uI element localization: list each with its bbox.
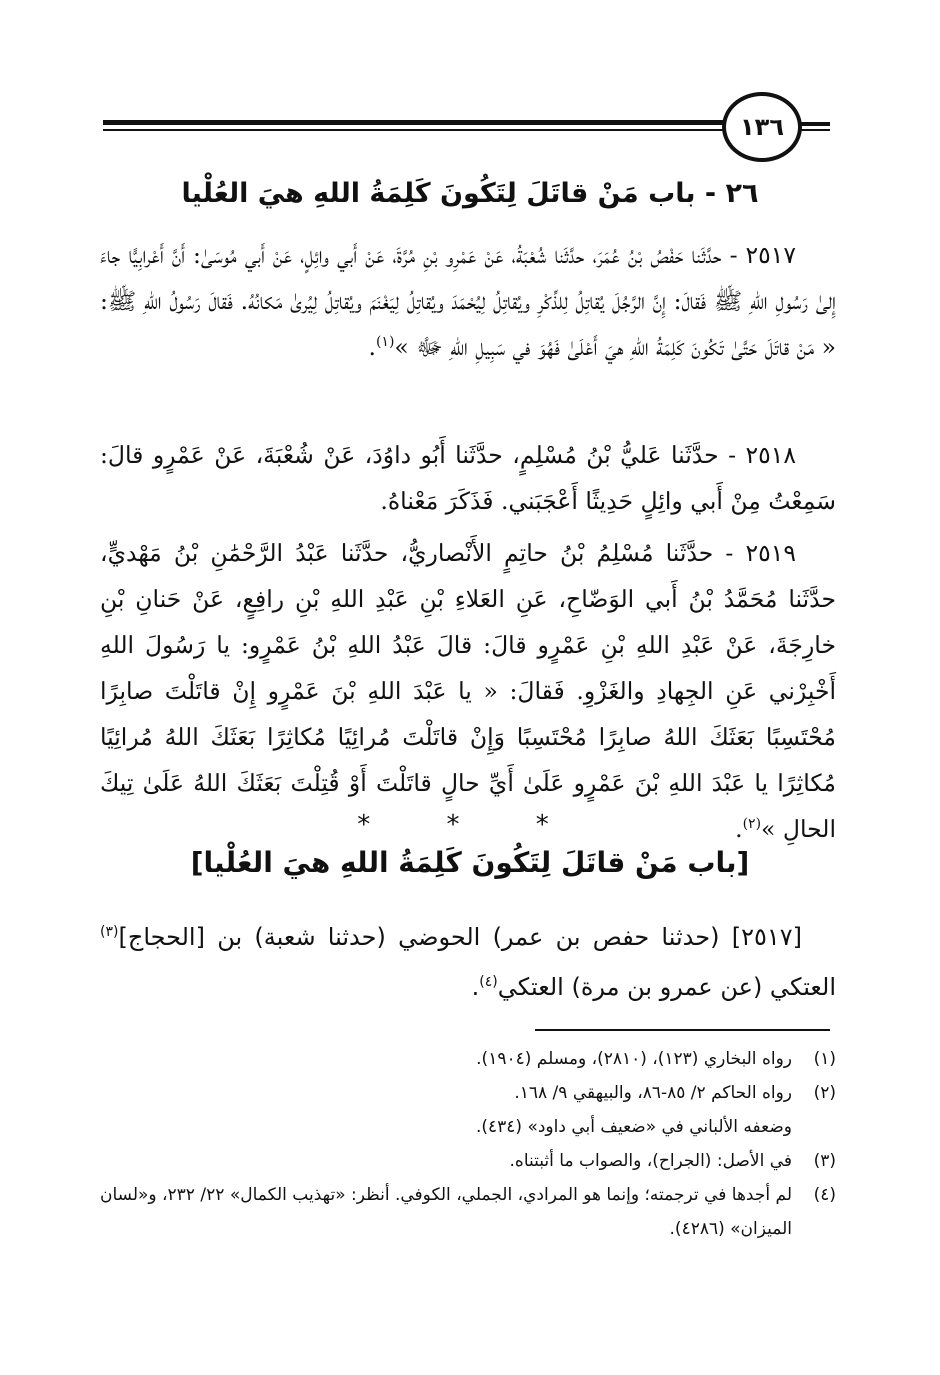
footnotes: [100, 1042, 836, 1246]
commentary-block: [100, 912, 836, 1012]
commentary-text: [٢٥١٧] (حدثنا حفص بن عمر) الحوضي (حدثنا شعبة) بن [الحجاج]: [118, 923, 802, 951]
footnote-number: (٢): [813, 1083, 836, 1103]
footnote-ref: (٢): [742, 816, 762, 833]
page-number: ١٣٦: [722, 92, 802, 162]
footnote-text: رواه البخاري (١٢٣)، (٢٨١٠)، ومسلم (١٩٠٤).: [476, 1049, 792, 1069]
footnote-number: (٤): [813, 1185, 836, 1205]
footnote-2-continuation: وضعفه الألباني في «ضعيف أبي داود» (٤٣٤).: [475, 1117, 792, 1137]
footnote-number: (٣): [813, 1151, 836, 1171]
footnote-text: في الأصل: (الجراح)، والصواب ما أثبتناه.: [509, 1151, 792, 1171]
section-separator: * * *: [357, 810, 583, 840]
footnote-ref: (٤): [479, 974, 498, 990]
commentary-end: .: [471, 973, 480, 1001]
footnote-2: [100, 1076, 836, 1110]
hadith-2517: [100, 232, 836, 370]
header-rule-right-thick: [800, 122, 830, 126]
footnote-3: [100, 1144, 836, 1178]
footnote-ref: (١): [375, 334, 395, 351]
section-title: [باب مَنْ قاتَلَ لِتَكُونَ كَلِمَةُ اللهِ هيَ العُلْيا]: [190, 846, 750, 879]
hadith-end: .: [368, 333, 376, 361]
header-rule-thick: [103, 120, 738, 125]
commentary-text: العتكي (عن عمرو بن مرة) العتكي: [497, 973, 836, 1001]
header-rule-right-thin: [800, 129, 830, 131]
header-rule-right: [800, 122, 830, 132]
footnote-number: (١): [813, 1049, 836, 1069]
hadith-text: ٢٥١٨ - حدَّثَنا عَليُّ بْنُ مُسْلِمٍ، حدَّثَنا أَبُو داوُدَ، عَنْ شُعْبَةَ، عَنْ عَمْرٍو قالَ: سَمِعْتُ مِنْ أَبي وائِلٍ حَدِيثًا أَعْجَبَني. فَذَكَرَ مَعْناهُ.: [100, 441, 836, 515]
footnote-1: [100, 1042, 836, 1076]
footnote-ref: (٣): [100, 924, 119, 940]
hadith-2519: [100, 530, 836, 852]
hadith-text: ٢٥١٧ - حدَّثَنا حَفْصُ بْنُ عُمَرَ، حدَّثَنا شُعْبَةُ، عَنْ عَمْرِو بْنِ مُرَّةَ، عَنْ أَبي وائِلٍ، عَنْ أَبي مُوسَىٰ: أَنَّ أَعْرابِيًّا جاءَ إِلىٰ رَسُولِ اللهِ ﷺ فَقالَ: إِنَّ الرَّجُلَ يُقاتِلُ لِلذِّكْرِ ويُقاتِلُ لِيُحْمَدَ ويُقاتِلُ لِيَغْنَمَ ويُقاتِلُ لِيُرىٰ مَكانُهُ. فَقالَ رَسُولُ اللهِ ﷺ: « مَنْ قاتَلَ حَتَّىٰ تَكُونَ كَلِمَةُ اللهِ هيَ أَعْلَىٰ فَهُوَ في سَبِيلِ اللهِ ﷻ »: [100, 241, 836, 361]
hadith-2518: [100, 432, 836, 524]
hadith-text: ٢٥١٩ - حدَّثَنا مُسْلِمُ بْنُ حاتِمٍ الأَنْصاريُّ، حدَّثَنا عَبْدُ الرَّحْمَٰنِ بْنُ مَهْديٍّ، حدَّثَنا مُحَمَّدُ بْنُ أَبي الوَضّاحِ، عَنِ العَلاءِ بْنِ عَبْدِ اللهِ بْنِ رافِعٍ، عَنْ حَنانِ بْنِ خارِجَةَ، عَنْ عَبْدِ اللهِ بْنِ عَمْرٍو قالَ: قالَ عَبْدُ اللهِ بْنُ عَمْرٍو: يا رَسُولَ اللهِ أَخْبِرْني عَنِ الجِهادِ والغَزْوِ. فَقالَ: « يا عَبْدَ اللهِ بْنَ عَمْرٍو إِنْ قاتَلْتَ صابِرًا مُحْتَسِبًا بَعَثَكَ اللهُ صابِرًا مُحْتَسِبًا وَإِنْ قاتَلْتَ مُرائِيًا مُكاثِرًا بَعَثَكَ اللهُ مُرائِيًا مُكاثِرًا يا عَبْدَ اللهِ بْنَ عَمْرٍو عَلَىٰ أَيِّ حالٍ قاتَلْتَ أَوْ قُتِلْتَ بَعَثَكَ اللهُ عَلَىٰ تِيكَ الحالِ »: [100, 539, 836, 843]
chapter-title: ٢٦ - باب مَنْ قاتَلَ لِتَكُونَ كَلِمَةُ اللهِ هيَ العُلْيا: [181, 178, 759, 209]
header-rule-thin: [103, 129, 738, 131]
footnote-divider: [535, 1029, 830, 1031]
footnote-text: لم أجدها في ترجمته؛ وإنما هو المرادي، الجملي، الكوفي. أنظر: «تهذيب الكمال» ٢٢/ ٢٣٢، و«لسان الميزان» (٤٢٨٦).: [100, 1185, 792, 1239]
footnote-4: [100, 1178, 836, 1246]
hadith-end: .: [735, 815, 743, 843]
header-rule: [103, 120, 738, 134]
footnote-text: رواه الحاكم ٢/ ٨٥-٨٦، والبيهقي ٩/ ١٦٨.: [514, 1083, 792, 1103]
